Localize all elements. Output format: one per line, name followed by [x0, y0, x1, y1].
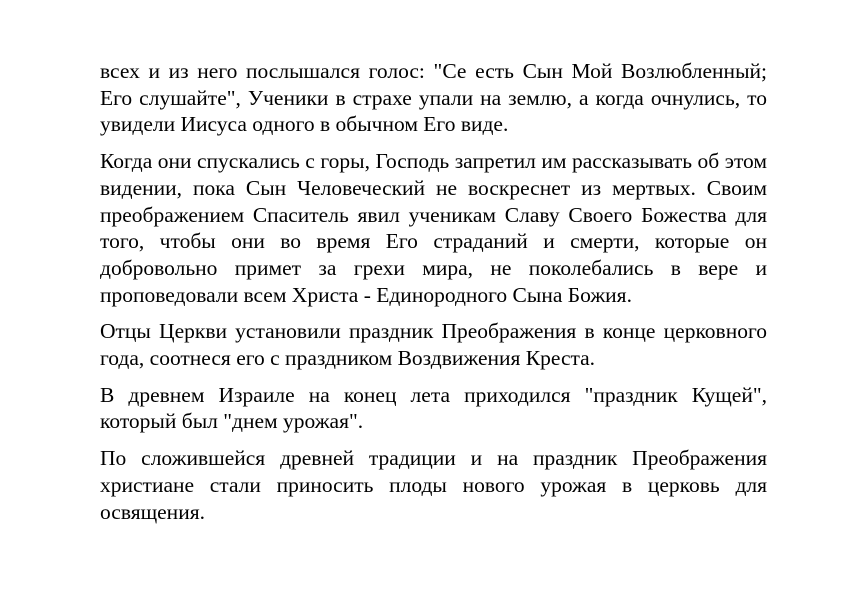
paragraph-harvest-tradition: По сложившейся древней традиции и на праздник Преображения христиане стали приносить плоды нового урожая в церковь для освящения.: [100, 446, 767, 524]
paragraph-feast-of-tabernacles: В древнем Израиле на конец лета приходился "праздник Кущей", который был "днем урожая".: [100, 382, 767, 434]
body-text: [100, 58, 767, 535]
paragraph-descent-from-mountain: Когда они спускались с горы, Господь запретил им рассказывать об этом видении, пока Сын Человеческий не воскреснет из мертвых. Своим преображением Спаситель явил ученикам Славу Своего Божества для того, чтобы они во время Его страданий и смерти, которые он добровольно примет за грехи мира, не поколебались в вере и проповедовали всем Христа - Единородного Сына Божия.: [100, 149, 767, 307]
paragraph-church-fathers: Отцы Церкви установили праздник Преображения в конце церковного года, соотнеся его с праздником Воздвижения Креста.: [100, 319, 767, 371]
paragraph-voice-from-cloud: всех и из него послышался голос: "Се есть Сын Мой Возлюбленный; Его слушайте", Ученики в страхе упали на землю, а когда очнулись, то увидели Иисуса одного в обычном Его виде.: [100, 59, 767, 137]
